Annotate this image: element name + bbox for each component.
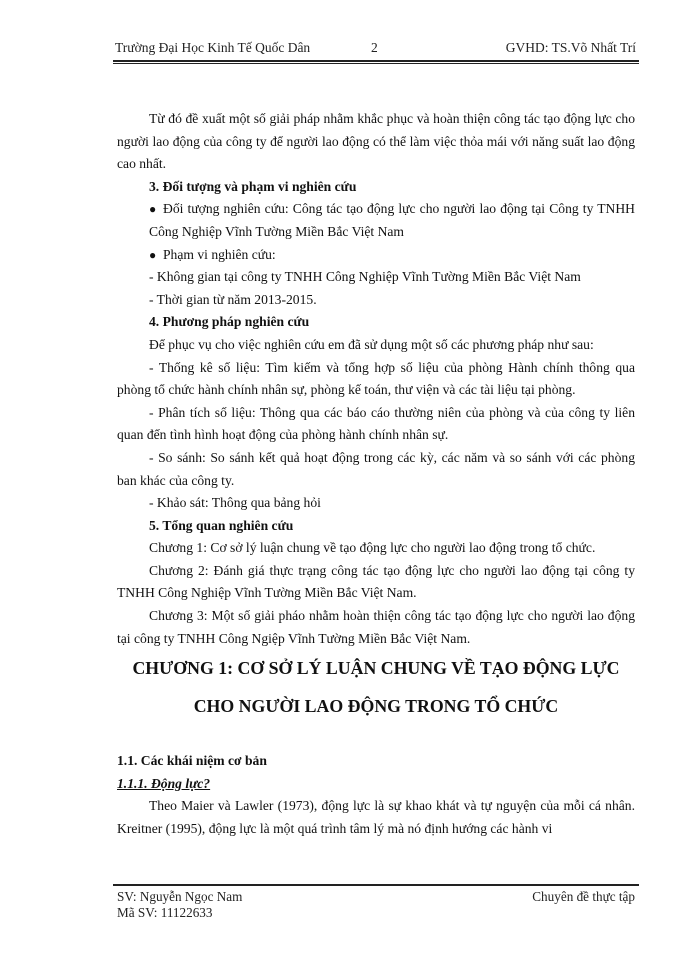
section-5-heading: 5. Tổng quan nghiên cứu — [149, 517, 294, 533]
overview-chapter-2: Chương 2: Đánh giá thực trạng công tác tạo động lực cho người lao động tại công ty TNHH Công Nghiệp Vĩnh Tường Miền Bắc Việt Nam. — [117, 562, 635, 601]
method-survey: - Khảo sát: Thông qua bảng hỏi — [149, 495, 321, 511]
header-page-number: 2 — [371, 40, 378, 55]
intro-paragraph: Từ đó đề xuất một số giải pháp nhằm khắc phục và hoàn thiện công tác tạo động lực cho người lao động của công ty để người lao động có thể làm việc thỏa mái với năng suất lao động cao nhất. — [117, 111, 635, 172]
definition-paragraph: Theo Maier và Lawler (1973), động lực là sự khao khát và tự nguyện của mỗi cá nhân. Kreitner (1995), động lực là một quá trình tâm lý mà nó định hướng các hành vi — [117, 798, 635, 837]
chapter-title-line-2: CHO NGƯỜI LAO ĐỘNG TRONG TỔ CHỨC — [193, 696, 559, 717]
subject-bullet-item — [117, 198, 635, 243]
overview-chapter-3: Chương 3: Một số giải pháo nhằm hoàn thiện công tác tạo động lực cho người lao động tại công ty TNHH Công Ngiệp Vĩnh Tường Miền Bắc Việt Nam. — [117, 608, 635, 646]
page-footer — [117, 889, 635, 921]
subject-bullet-text: Đối tượng nghiên cứu: Công tác tạo động lực cho người lao động tại Công ty TNHH Công Nghiệp Vĩnh Tường Miền Bắc Việt Nam — [149, 201, 635, 239]
method-analysis: - Phân tích số liệu: Thông qua các báo cáo thường niên của phòng và của công ty liên quan đến tình hình hoạt động của phòng hành chính nhân sự. — [117, 404, 635, 443]
method-statistics: - Thống kê số liệu: Tìm kiếm và tổng hợp số liệu của phòng Hành chính thông qua phòng tổ chức hành chính nhân sự, phòng kế toán, thư viện và các tài liệu tại phòng. — [117, 359, 635, 398]
section-1-1-heading: 1.1. Các khái niệm cơ bản — [117, 753, 267, 769]
section-1-1-1-heading: 1.1.1. Động lực? — [117, 775, 211, 791]
document-body — [117, 108, 635, 841]
header-rule — [113, 60, 639, 64]
overview-chapter-1: Chương 1: Cơ sở lý luận chung về tạo động lực cho người lao động trong tổ chức. — [149, 540, 596, 556]
footer-rule — [113, 884, 639, 886]
methods-intro: Để phục vụ cho việc nghiên cứu em đã sử dụng một số các phương pháp như sau: — [149, 336, 594, 352]
method-comparison: - So sánh: So sánh kết quả hoạt động trong các kỳ, các năm và so sánh với các phòng ban khác của công ty. — [117, 449, 635, 488]
header-advisor: GVHD: TS.Võ Nhất Trí — [505, 40, 636, 55]
scope-bullet-text: Phạm vi nghiên cứu: — [163, 246, 276, 262]
footer-student: SV: Nguyễn Ngọc Nam — [117, 889, 243, 904]
scope-bullet-item — [117, 244, 635, 267]
page-header — [115, 34, 636, 56]
chapter-title-line-1: CHƯƠNG 1: CƠ SỞ LÝ LUẬN CHUNG VỀ TẠO ĐỘNG LỰC — [132, 658, 620, 679]
bullet-dot-icon: ● — [149, 247, 157, 262]
bullet-dot-icon: ● — [149, 202, 157, 217]
section-4-heading: 4. Phương pháp nghiên cứu — [149, 314, 310, 330]
section-3-heading: 3. Đối tượng và phạm vi nghiên cứu — [149, 178, 357, 194]
footer-student-id: Mã SV: 11122633 — [117, 905, 213, 920]
scope-time-item: - Thời gian từ năm 2013-2015. — [149, 291, 317, 307]
scope-space-item: - Không gian tại công ty TNHH Công Nghiệp Vĩnh Tường Miền Bắc Việt Nam — [149, 269, 581, 285]
footer-doc-type: Chuyên đề thực tập — [532, 889, 635, 904]
header-school: Trường Đại Học Kinh Tế Quốc Dân — [115, 40, 311, 55]
